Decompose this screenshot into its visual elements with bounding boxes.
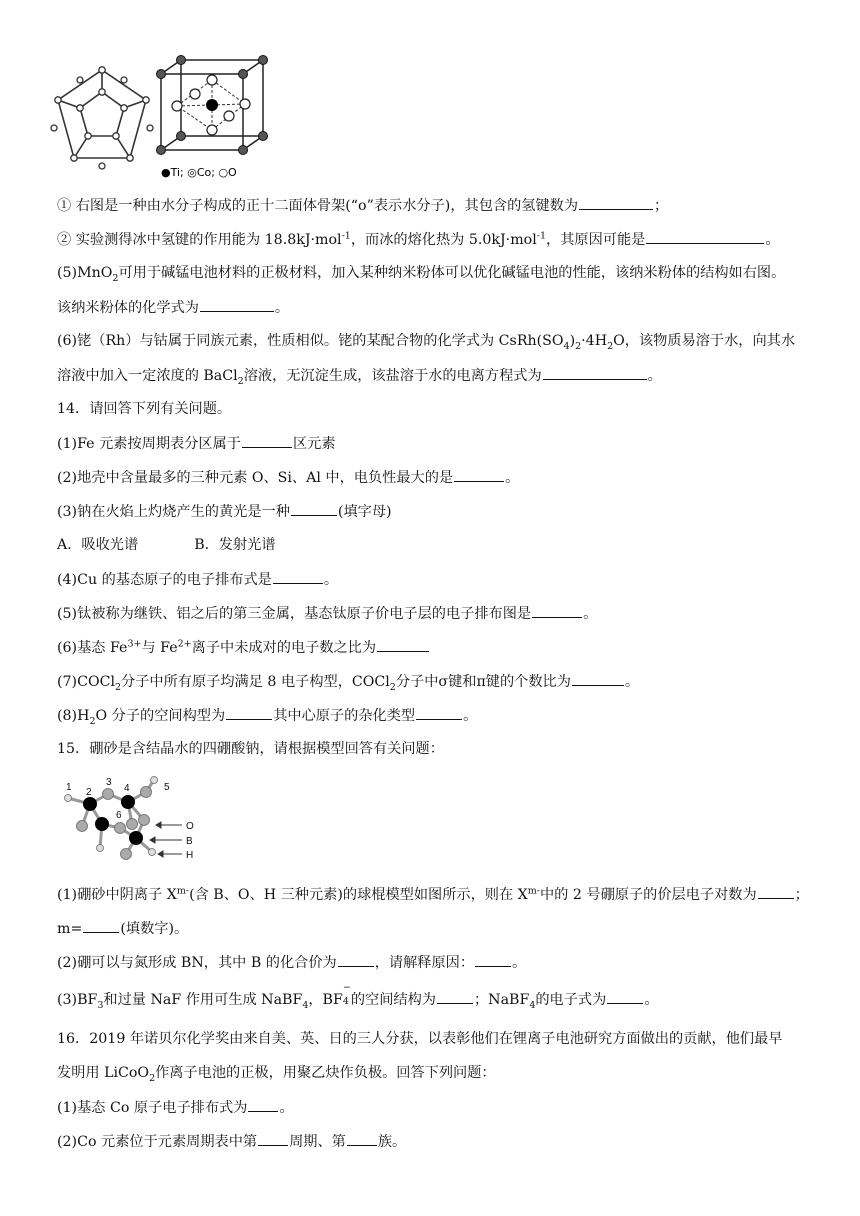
label-3: 3 (106, 777, 112, 788)
text: 。 (765, 232, 780, 248)
text: 溶液中加入一定浓度的 BaCl (57, 368, 238, 384)
answer-blank[interactable] (437, 989, 473, 1004)
text: 族。 (377, 1134, 407, 1150)
text: 和过量 NaF 作用可生成 NaBF (103, 992, 303, 1008)
answer-blank[interactable] (579, 195, 653, 210)
question-14-title (57, 399, 231, 419)
text: 。 (624, 674, 640, 690)
question-16-title (57, 1029, 783, 1049)
text: 。 (647, 368, 662, 384)
superscript: m- (527, 885, 540, 897)
q14-1 (57, 433, 336, 454)
answer-blank[interactable] (543, 365, 647, 380)
answer-blank[interactable] (273, 569, 323, 584)
subscript: 2 (114, 681, 122, 693)
subscript: 2 (575, 340, 582, 352)
q16-2 (57, 1131, 406, 1152)
text: 。 (512, 955, 527, 971)
text: 区元素 (292, 436, 336, 452)
q15-1b (57, 918, 188, 939)
text: (2)地壳中含量最多的三种元素 O、Si、Al 中，电负性最大的是 (57, 470, 454, 486)
q14-5 (57, 603, 597, 624)
text: (5)钛被称为继铁、铝之后的第三金属，基态钛原子价电子层的电子排布图是 (57, 606, 532, 622)
answer-blank[interactable] (200, 297, 274, 312)
superscript: 3+ (127, 638, 142, 650)
q15-3: $(3)BF_3$和过量 NaF 作用可生成 NaBF$_4$，BF − 4 的空间结构为 ；NaBF$_4$的电子式为 。 (57, 982, 659, 1011)
superscript: m- (176, 885, 190, 897)
text: 。 (323, 572, 339, 588)
answer-blank[interactable] (291, 501, 337, 516)
label-6: 6 (116, 810, 122, 821)
text: ) (569, 333, 576, 349)
answer-blank[interactable] (347, 1131, 377, 1146)
text: 。 (583, 606, 598, 622)
subscript: 4 (302, 999, 309, 1011)
subscript: 2 (89, 715, 96, 727)
text: 其中心原子的杂化类型 (273, 708, 416, 724)
q14-2 (57, 467, 519, 488)
text: 。 (279, 1100, 294, 1116)
text: (填字母) (337, 504, 392, 520)
text: 的电子式为 (535, 992, 607, 1008)
text: 16．2019 年诺贝尔化学奖由来自美、英、日的三人分获，以表彰他们在锂离子电池研究方面做出的贡献，他们最早 (57, 1031, 783, 1047)
answer-blank[interactable] (248, 1097, 278, 1112)
text: 发明用 LiCoO (57, 1065, 150, 1081)
text: 可用于碱锰电池材料的正极材料，加入某种纳米粉体可以优化碱锰电池的性能，该纳米粉体的结构如右图。 (118, 265, 786, 281)
text: 。 (463, 708, 478, 724)
text: (2)Co 元素位于元素周期表中第 (57, 1134, 258, 1150)
dodecahedron-figure (50, 66, 154, 170)
q14-3-options (57, 535, 276, 555)
text: 溶液，无沉淀生成，该盐溶于水的电离方程式为 (243, 368, 542, 384)
text: 离子中未成对的电子数之比为 (191, 640, 377, 656)
text: (填数字)。 (120, 921, 189, 937)
text: (1)Fe 元素按周期表分区属于 (57, 436, 241, 452)
text: 分子中所有原子均满足 8 电子构型，COCl (121, 674, 390, 690)
line-q13-6a (57, 331, 795, 351)
text: ，其原因可能是 (546, 232, 646, 248)
text: 分子中σ键和π键的个数比为 (395, 674, 571, 690)
subscript: 2 (389, 681, 396, 693)
text: 15．硼砂是含结晶水的四硼酸钠，请根据模型回答有关问题： (57, 741, 444, 757)
line-q13-4-2 (57, 229, 780, 250)
text: O 分子的空间构型为 (95, 708, 226, 724)
text: 。 (274, 300, 290, 316)
superscript: -1 (536, 230, 546, 242)
answer-blank[interactable] (226, 705, 272, 720)
text: (6)基态 Fe (57, 640, 128, 656)
text: m= (57, 921, 83, 937)
text: (2)硼可以与氮形成 BN，其中 B 的化合价为 (57, 955, 337, 971)
line-q13-5a (57, 263, 785, 283)
text: 14．请回答下列有关问题。 (57, 401, 232, 417)
question-15-title (57, 739, 444, 759)
text: 作离子电池的正极，用聚乙炔作负极。回答下列问题： (155, 1065, 496, 1081)
superscript: 2+ (177, 638, 192, 650)
borax-model-figure (56, 768, 216, 868)
line-q13-5b (57, 297, 289, 318)
answer-blank[interactable] (607, 989, 643, 1004)
answer-blank[interactable] (258, 1131, 288, 1146)
text: (1)基态 Co 原子电子排布式为 (57, 1100, 248, 1116)
question-16-title-2 (57, 1063, 496, 1083)
subscript: 2 (607, 340, 614, 352)
text: 的空间结构为 (350, 992, 436, 1008)
q14-7 (57, 671, 639, 692)
answer-blank[interactable] (646, 229, 764, 244)
text: O，该物质易溶于水，向其水 (613, 333, 796, 349)
answer-blank[interactable] (83, 918, 119, 933)
subscript: 2 (112, 272, 119, 284)
text: ，BF (308, 992, 343, 1008)
text: (5)MnO (57, 265, 113, 281)
q14-6 (57, 637, 430, 658)
subscript: 4 (563, 340, 570, 352)
text: (3)钠在火焰上灼烧产生的黄光是一种 (57, 504, 290, 520)
text: (含 B、O、H 三种元素)的球棍模型如图所示，则在 X (189, 887, 528, 903)
q15-2 (57, 952, 526, 973)
crystal-legend: ●Ti; ◎Co; ○O (161, 166, 237, 179)
q14-4 (57, 569, 338, 590)
label-1: 1 (66, 782, 72, 793)
subscript: 2 (149, 1072, 156, 1084)
text: ；NaBF (473, 992, 530, 1008)
answer-blank[interactable] (377, 637, 429, 652)
crystal-cell-figure (155, 54, 270, 182)
answer-blank[interactable] (454, 467, 504, 482)
answer-blank[interactable] (532, 603, 582, 618)
text: (4)Cu 的基态原子的电子排布式是 (57, 572, 272, 588)
text: (7)COCl (57, 674, 115, 690)
text: ① 右图是一种由水分子构成的正十二面体骨架(“o”表示水分子)，其包含的氢键数为 (57, 198, 579, 214)
text: 中的 2 号硼原子的价层电子对数为 (539, 887, 757, 903)
text: ·4H (581, 333, 608, 349)
text: ； (654, 198, 669, 214)
answer-blank[interactable] (416, 705, 462, 720)
answer-blank[interactable] (475, 952, 511, 967)
answer-blank[interactable] (338, 952, 374, 967)
subscript: 3 (97, 999, 104, 1011)
label-H: H (186, 850, 194, 861)
answer-blank[interactable] (572, 671, 624, 686)
option-b[interactable]: B．发射光谱 (194, 537, 276, 553)
superscript: -1 (341, 230, 351, 242)
text: ； (794, 887, 809, 903)
text: 周期、第 (289, 1134, 346, 1150)
text: ② 实验测得冰中氢键的作用能为 18.8kJ·mol (57, 232, 342, 248)
text: (1)硼砂中阴离子 X (57, 887, 177, 903)
label-4: 4 (124, 783, 130, 794)
label-B: B (186, 836, 193, 847)
q16-1 (57, 1097, 294, 1118)
text: 。 (644, 992, 659, 1008)
text: (8)H (57, 708, 90, 724)
subscript: 2 (237, 375, 244, 387)
text: 该纳米粉体的化学式为 (57, 300, 199, 316)
text: 。 (505, 470, 520, 486)
q14-8 (57, 705, 477, 726)
text: ，而冰的熔化热为 5.0kJ·mol (350, 232, 537, 248)
line-q13-4-1 (57, 195, 668, 216)
text: (6)铑（Rh）与钴属于同族元素，性质相似。铑的某配合物的化学式为 CsRh(SO (57, 333, 564, 349)
answer-blank[interactable] (242, 433, 292, 448)
text: ，请解释原因： (374, 955, 475, 971)
subscript: 4 (529, 999, 536, 1011)
label-5: 5 (164, 782, 170, 793)
q14-3 (57, 501, 392, 522)
text: 与 Fe (141, 640, 178, 656)
option-a[interactable]: A．吸收光谱 (57, 537, 139, 553)
text: (3)BF (57, 992, 98, 1008)
label-2: 2 (86, 787, 92, 798)
line-q13-6b (57, 365, 662, 386)
q15-1a (57, 884, 809, 905)
answer-blank[interactable] (758, 884, 794, 899)
label-O: O (186, 821, 194, 832)
